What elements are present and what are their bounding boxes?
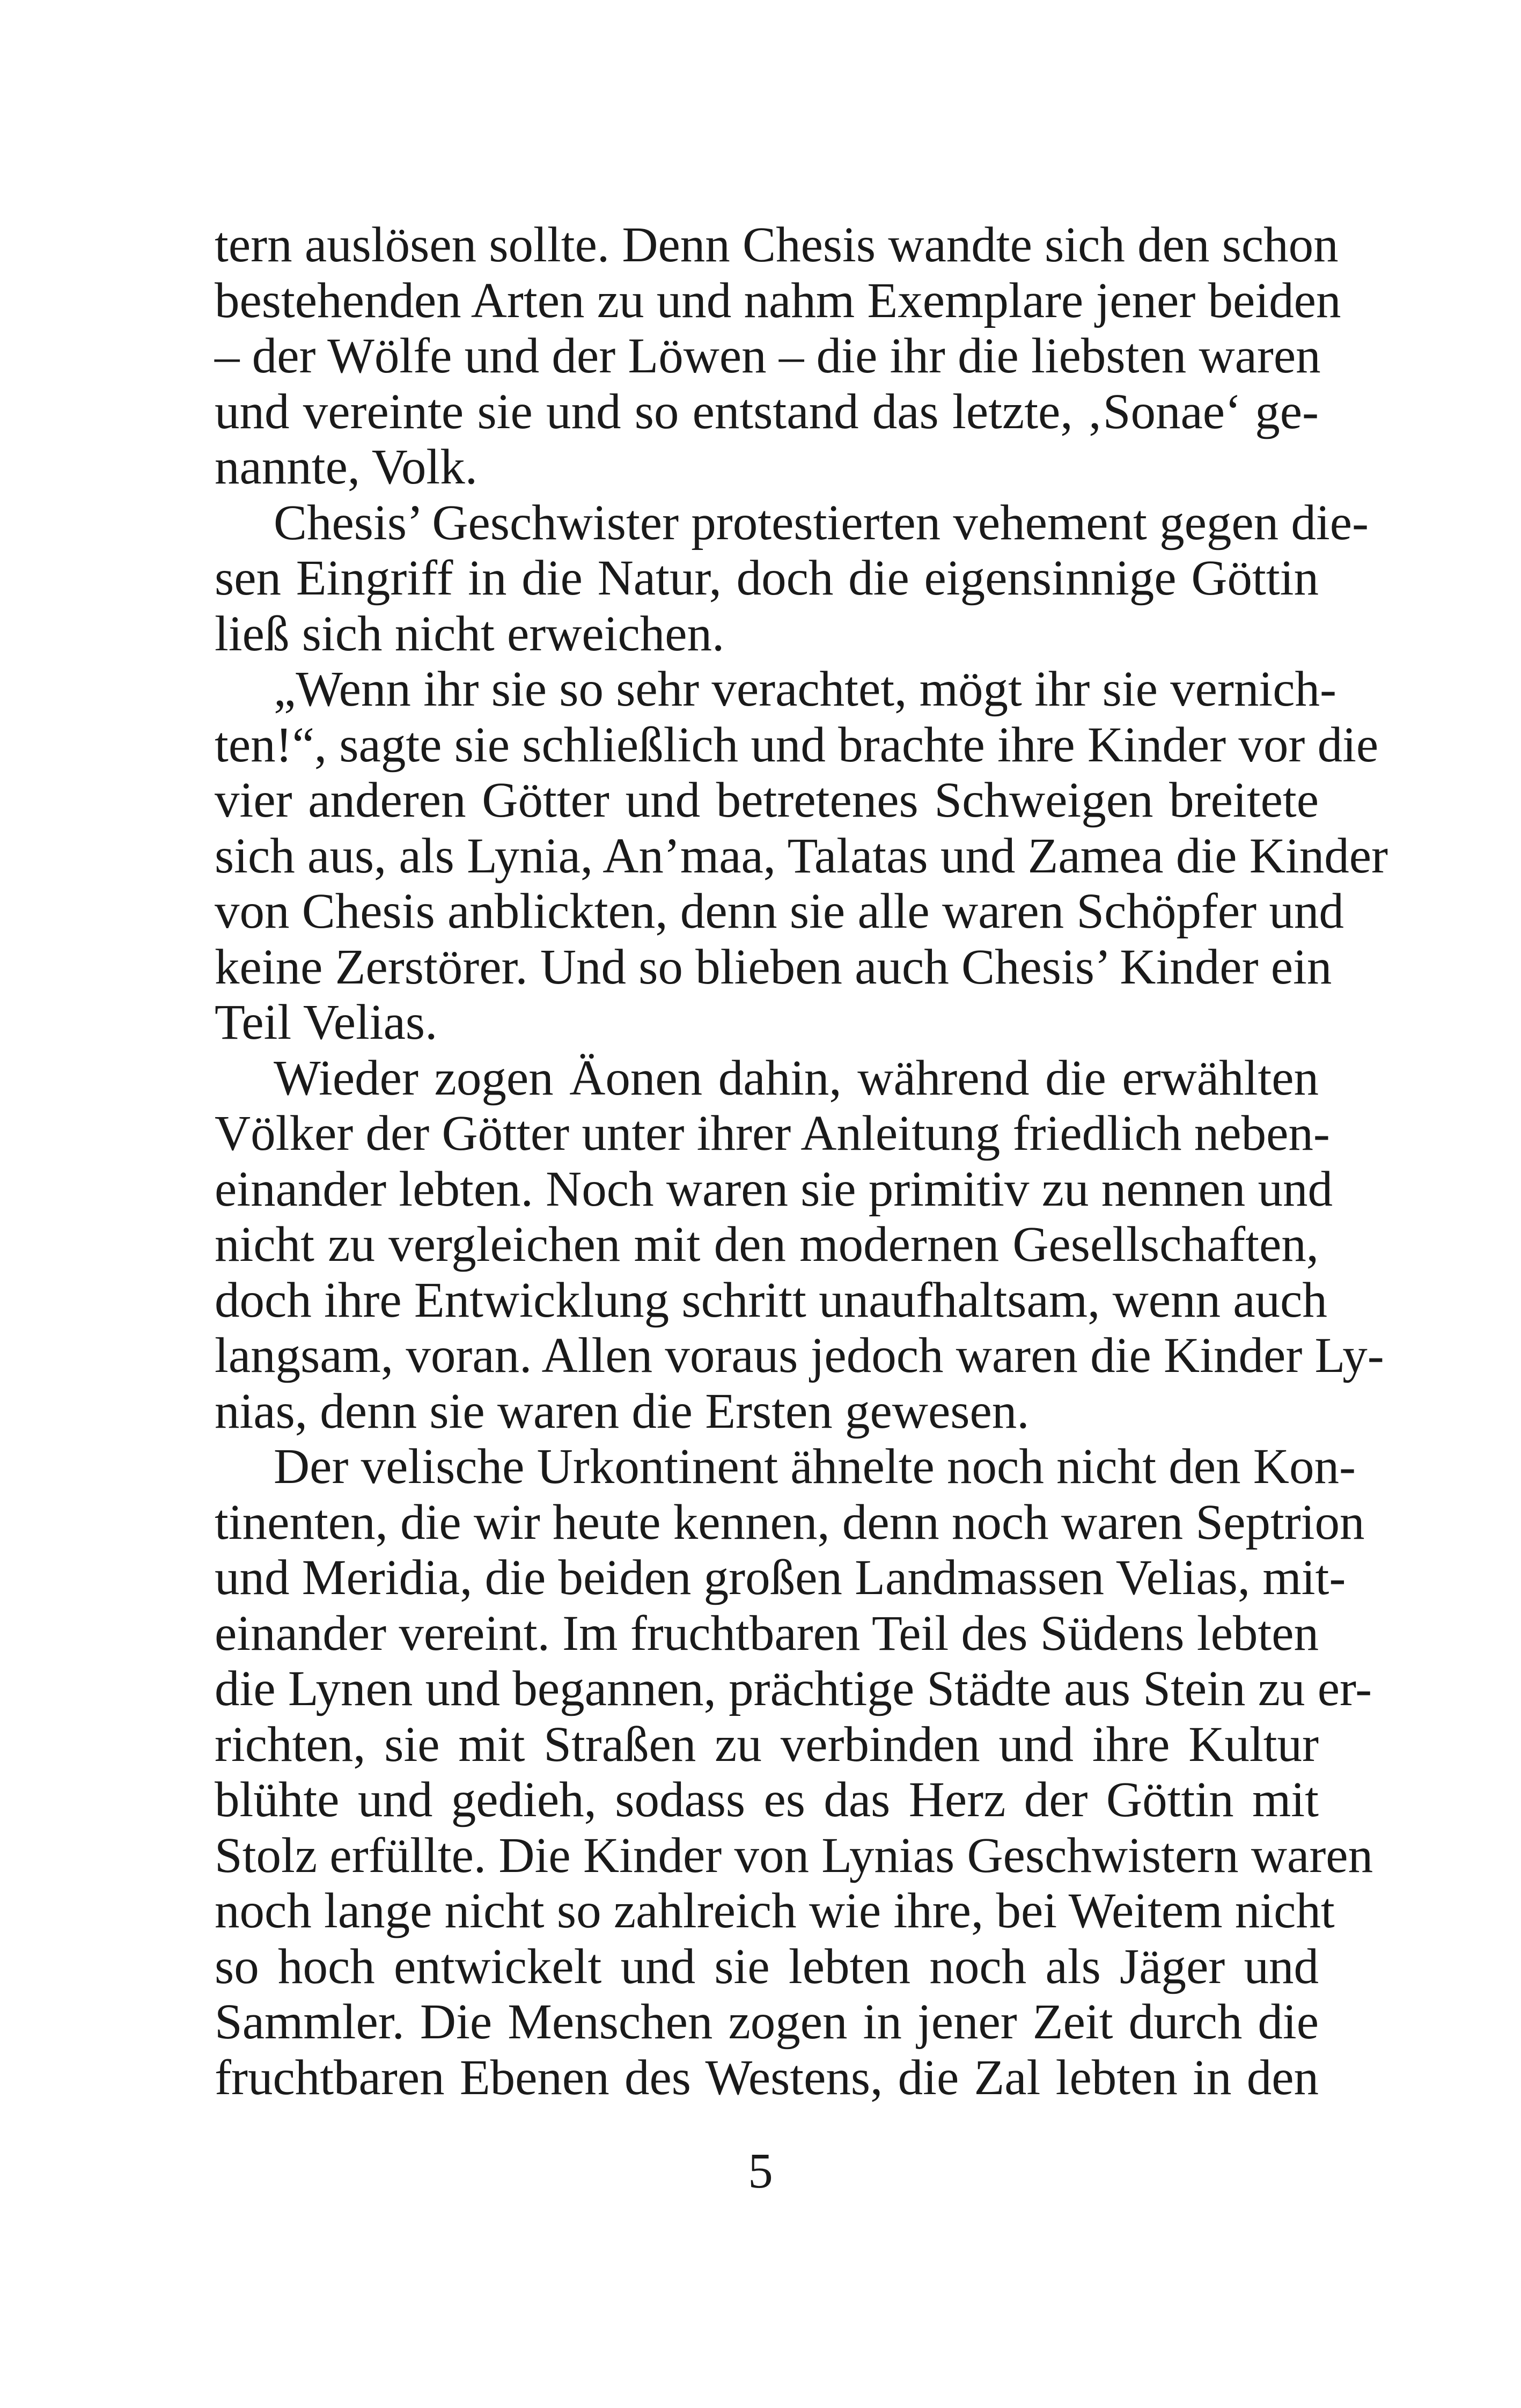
- text-line: ten!“, sagte sie schließlich und brachte ihre Kinder vor die: [215, 717, 1379, 773]
- paragraph-first-line: Der velische Urkontinent ähnelte noch nicht den Kon-: [274, 1439, 1356, 1494]
- page-number: 5: [748, 2143, 773, 2199]
- text-line: von Chesis anblickten, denn sie alle waren Schöpfer und: [215, 884, 1344, 939]
- paragraph-first-line: Chesis’ Geschwister protestierten vehement gegen die-: [274, 495, 1369, 550]
- text-line: noch lange nicht so zahlreich wie ihre, bei Weitem nicht: [215, 1883, 1335, 1939]
- text-line: Teil Velias.: [215, 995, 438, 1050]
- text-line: Sammler. Die Menschen zogen in jener Zeit durch die: [215, 1994, 1319, 2050]
- paragraph-first-line: „Wenn ihr sie so sehr verachtet, mögt ihr sie vernich-: [274, 662, 1337, 717]
- text-line: nias, denn sie waren die Ersten gewesen.: [215, 1383, 1030, 1439]
- text-line: und Meridia, die beiden großen Landmassen Velias, mit-: [215, 1550, 1346, 1605]
- text-line: sen Eingriff in die Natur, doch die eigensinnige Göttin: [215, 550, 1319, 606]
- text-line: – der Wölfe und der Löwen – die ihr die liebsten waren: [215, 328, 1321, 384]
- text-line: Völker der Götter unter ihrer Anleitung friedlich neben-: [215, 1106, 1330, 1161]
- text-line: die Lynen und begannen, prächtige Städte aus Stein zu er-: [215, 1661, 1372, 1716]
- text-line: vier anderen Götter und betretenes Schweigen breitete: [215, 773, 1319, 828]
- text-line: keine Zerstörer. Und so blieben auch Chesis’ Kinder ein: [215, 939, 1332, 995]
- text-line: einander lebten. Noch waren sie primitiv zu nennen und: [215, 1161, 1333, 1217]
- text-line: fruchtbaren Ebenen des Westens, die Zal lebten in den: [215, 2050, 1319, 2105]
- text-line: nicht zu vergleichen mit den modernen Gesellschaften,: [215, 1217, 1319, 1272]
- text-line: sich aus, als Lynia, An’maa, Talatas und Zamea die Kinder: [215, 828, 1388, 884]
- text-line: langsam, voran. Allen voraus jedoch waren die Kinder Ly-: [215, 1328, 1384, 1383]
- text-line: einander vereint. Im fruchtbaren Teil des Südens lebten: [215, 1605, 1319, 1661]
- text-line: und vereinte sie und so entstand das letzte, ‚Sonae‘ ge-: [215, 384, 1319, 439]
- text-line: tern auslösen sollte. Denn Chesis wandte sich den schon: [215, 217, 1339, 273]
- text-line: bestehenden Arten zu und nahm Exemplare jener beiden: [215, 273, 1341, 328]
- text-line: Stolz erfüllte. Die Kinder von Lynias Geschwistern waren: [215, 1827, 1373, 1883]
- paragraph-first-line: Wieder zogen Äonen dahin, während die erwählten: [274, 1050, 1319, 1106]
- text-line: ließ sich nicht erweichen.: [215, 606, 725, 662]
- text-line: so hoch entwickelt und sie lebten noch als Jäger und: [215, 1939, 1319, 1994]
- body-text: [215, 217, 1388, 2105]
- text-line: tinenten, die wir heute kennen, denn noch waren Septrion: [215, 1494, 1365, 1550]
- text-line: doch ihre Entwicklung schritt unaufhaltsam, wenn auch: [215, 1272, 1327, 1328]
- text-line: nannte, Volk.: [215, 439, 477, 495]
- text-line: blühte und gedieh, sodass es das Herz der Göttin mit: [215, 1772, 1319, 1827]
- text-line: richten, sie mit Straßen zu verbinden und ihre Kultur: [215, 1716, 1319, 1772]
